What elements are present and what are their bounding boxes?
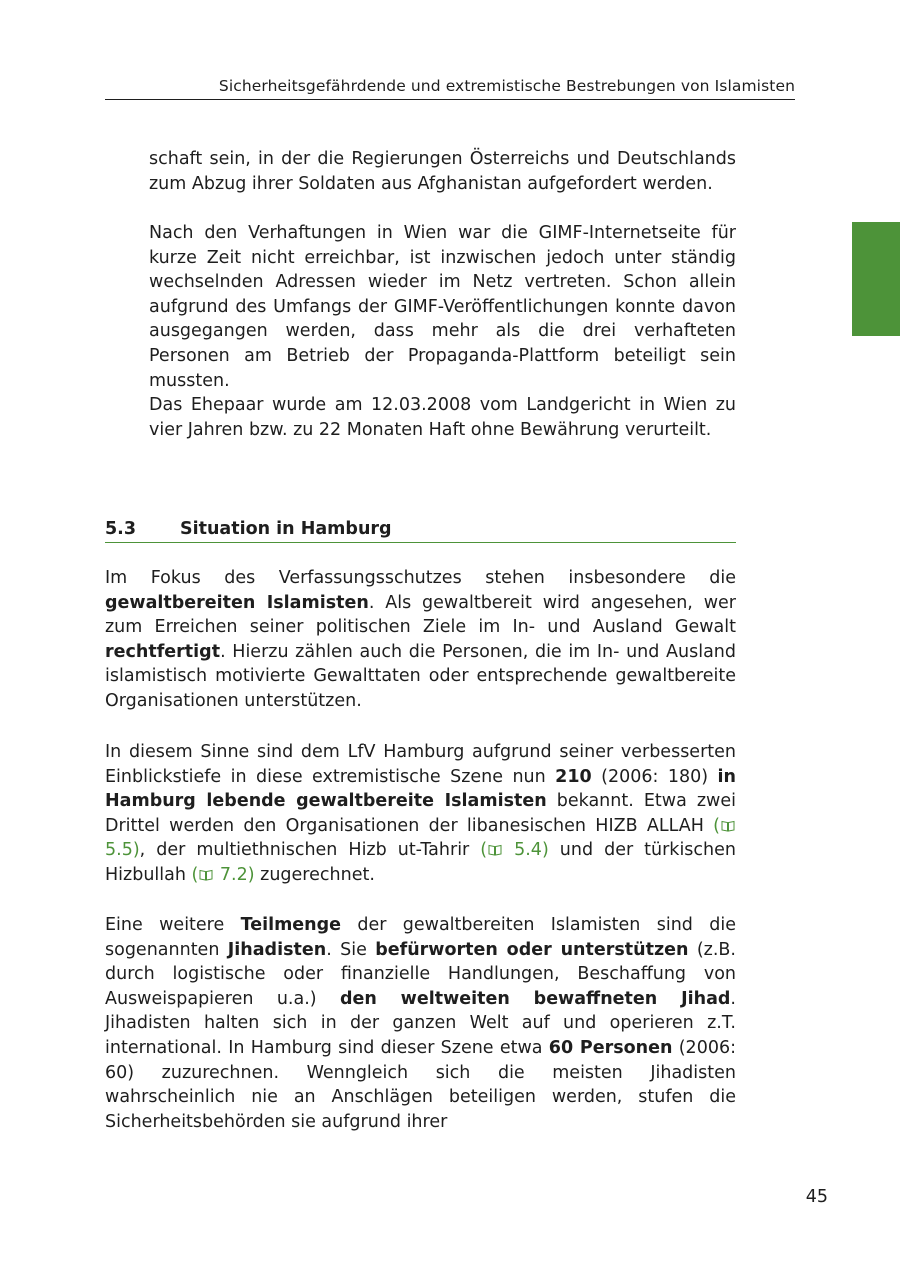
bold-run: befürworten oder unterstützen [375, 939, 689, 960]
paragraph-4 [105, 566, 736, 714]
paragraph-1-text: schaft sein, in der die Regierungen Österreichs und Deutschlands zum Abzug ihrer Soldaten aus Afghanistan aufgefordert werden. [149, 149, 736, 194]
bold-run: Jihadisten [227, 939, 327, 960]
bold-run: gewaltbereiten Islamisten [105, 592, 369, 613]
text-run: . Als gewaltbereit wird angesehen, wer zum Erreichen seiner politischen Ziele im In- und Ausland Gewalt [105, 592, 737, 638]
bold-run: in Hamburg lebende gewaltbereite Islamisten [105, 766, 736, 812]
text-run: Im Fokus des Verfassungsschutzes stehen insbesondere die [105, 568, 736, 588]
paragraph-2 [149, 221, 736, 442]
text-run: (z.B. durch logistische oder finanzielle Handlungen, Beschaffung von Ausweispapieren u.a.) [105, 939, 736, 1009]
paragraph-5 [105, 740, 736, 888]
bold-run: den weltweiten bewaffneten Jihad [339, 988, 731, 1009]
book-icon [488, 844, 502, 856]
paragraph-3-text: Das Ehepaar wurde am 12.03.2008 vom Landgericht in Wien zu vier Jahren bzw. zu 22 Monaten Haft ohne Bewährung verurteilt. [149, 395, 736, 440]
text-run: . Sie [326, 939, 376, 960]
text-run: (2006: 180) [591, 766, 718, 787]
text-run: bekannt. Etwa zwei Drittel werden den Organisationen der libanesischen HIZB ALLAH [105, 791, 736, 836]
bold-run: 60 Personen [548, 1037, 673, 1058]
cross-reference-label: 5.5) [105, 840, 140, 861]
text-run: . Hierzu zählen auch die Personen, die im In- und Ausland islamistisch motivierte Gewalttaten oder entsprechende gewaltbereite Organisationen unterstützen. [105, 641, 736, 711]
text-run: . Jihadisten halten sich in der ganzen Welt auf und operieren z.T. international. In Hamburg sind dieser Szene etwa [105, 988, 736, 1058]
paragraph-1 [149, 147, 736, 196]
cross-reference-hizb-ut-tahrir[interactable]: ( 5.4) [480, 840, 549, 861]
chapter-side-tab [852, 222, 900, 336]
paragraph-6 [105, 913, 736, 1134]
book-icon [199, 869, 213, 881]
paragraph-5-text [105, 740, 736, 888]
section-heading [105, 517, 736, 543]
text-run: und der türkischen Hizbullah [105, 840, 736, 885]
section-title: Situation in Hamburg [180, 519, 392, 539]
text-run: zugerechnet. [254, 864, 375, 885]
text-run: (2006: 60) zuzurechnen. Wenngleich sich die meisten Jihadisten wahrscheinlich nie an Anschlägen beteiligen werden, stufen die Sicherheitsbehörden sie aufgrund ihrer [105, 1037, 736, 1132]
bold-run: rechtfertigt [105, 641, 221, 662]
bold-run: Teilmenge [240, 915, 342, 935]
text-run: der gewaltbereiten Islamisten sind die sogenannten [105, 915, 736, 960]
text-run: Eine weitere [105, 915, 241, 935]
cross-reference-label: 5.4) [514, 840, 549, 861]
book-icon [721, 820, 735, 832]
paragraph-4-text [105, 566, 736, 714]
bold-run: 210 [555, 766, 592, 787]
text-run: , der multiethnischen Hizb ut-Tahrir [139, 840, 481, 861]
paragraph-6-text [105, 913, 736, 1134]
header-rule [105, 99, 795, 100]
running-header: Sicherheitsgefährdende und extremistische Bestrebungen von Islamisten [218, 77, 795, 95]
paragraph-2-text: Nach den Verhaftungen in Wien war die GIMF-Internetseite für kurze Zeit nicht erreichbar, ist inzwischen jedoch unter ständig wechselnden Adressen wieder im Netz vertreten. Schon allein aufgrund des Umfangs der GIMF-Veröffentlichungen konnte davon ausgegangen werden, dass mehr als die drei verhafteten Personen am Betrieb der Propaganda-Plattform beteiligt sein mussten. [149, 223, 736, 391]
cross-reference-hizbullah[interactable]: ( 7.2) [191, 864, 255, 885]
text-run: In diesem Sinne sind dem LfV Hamburg aufgrund seiner verbesserten Einblickstiefe in diese extremistische Szene nun [105, 742, 736, 787]
cross-reference-label: 7.2) [219, 864, 255, 885]
cross-reference-hizb-allah[interactable]: ( 5.5) [105, 816, 736, 861]
page-number: 45 [805, 1187, 828, 1207]
section-number: 5.3 [105, 519, 137, 539]
